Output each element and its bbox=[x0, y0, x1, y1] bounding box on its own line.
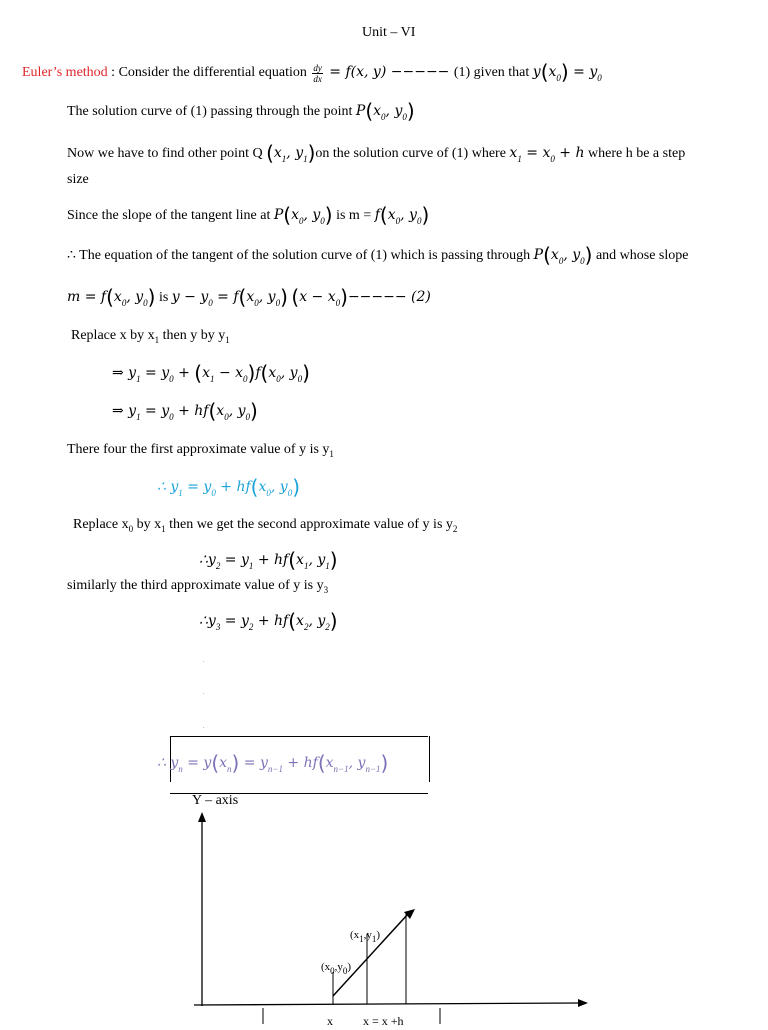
x1-tick-label: x = x +h bbox=[363, 1014, 404, 1028]
third-approx-line: similarly the third approximate value of y is $y_3$ bbox=[67, 578, 329, 595]
equation-number: (1) given that bbox=[453, 65, 533, 80]
general-formula: ∴ $y_n = y(x_n) = y_{n-1} + hf(x_{n-1}$, $y_{n-1}$) bbox=[157, 751, 389, 775]
method-name: Euler’s method bbox=[22, 65, 108, 80]
replace-line-2: Replace $x_0$ by $x_1$ then we get the second approximate value of y is $y_2$ bbox=[73, 517, 458, 534]
first-approx-formula: ∴ $y_1 = y_0 + hf(x_0$, $y_0$) bbox=[157, 475, 301, 499]
intro-colon: : bbox=[107, 65, 119, 80]
x0-tick-label: x bbox=[327, 1014, 333, 1028]
continuation-dot: . bbox=[203, 658, 205, 664]
continuation-dot: . bbox=[203, 724, 205, 730]
tangent-equation-line: ∴ The equation of the tangent of the solution curve of (1) which is passing through $P(x_0$, $y_0$) and whose slope bbox=[67, 243, 689, 267]
y-axis-label: Y – axis bbox=[192, 793, 239, 808]
point1-label: $(x_1,y_1)$ bbox=[350, 929, 381, 944]
equation-rhs: = f(x, y) −−−−− bbox=[324, 64, 454, 80]
derivation-step-2: ⇒ $y_1 = y_0 + hf(x_0$, $y_0$) bbox=[112, 399, 258, 423]
dy-dx-fraction: $\frac{dy}{dx}$ bbox=[313, 63, 322, 84]
continuation-dot: . bbox=[203, 690, 205, 696]
solution-curve-line: The solution curve of (1) passing through the point $P(x_0$, $y_0$) bbox=[67, 99, 415, 123]
first-approx-line: There four the first approximate value of y is $y_1$ bbox=[67, 442, 334, 459]
y-axis-arrowhead bbox=[198, 812, 206, 822]
point0-label: $(x_0,y_0)$ bbox=[321, 961, 352, 976]
x-axis-arrowhead bbox=[578, 999, 588, 1007]
replace-line-1: Replace x by $x_1$ then y by $y_1$ bbox=[71, 328, 230, 345]
x-axis bbox=[194, 1003, 580, 1005]
derivation-step-1: ⇒ $y_1 = y_0 + (x_1 - x_0)f(x_0$, $y_0$) bbox=[112, 361, 310, 385]
slope-line: Since the slope of the tangent line at $P(x_0$, $y_0$) is $m = f(x_0$, $y_0$) bbox=[67, 203, 430, 227]
intro-line: Euler’s method : Consider the differential equation $\frac{dy}{dx}$ = f(x, y) −−−−− (1) given that $y(x_0) = y_0$ bbox=[22, 60, 602, 84]
find-point-line: Now we have to find other point Q ($x_1$, $y_1)on$ the solution curve of (1) where $x_1 = x_0 + h$ where h be a step bbox=[67, 141, 686, 165]
unit-title: Unit – VI bbox=[362, 25, 416, 40]
second-approx-formula: $\therefore y_2 = y_1 + hf(x_1$, $y_1$) bbox=[199, 548, 338, 572]
intro-consider: Consider the differential equation bbox=[118, 65, 311, 80]
third-approx-formula: $\therefore y_3 = y_2 + hf(x_2$, $y_2$) bbox=[199, 609, 338, 633]
find-point-line-wrap: size bbox=[67, 172, 89, 187]
tangent-formula: $m = f(x_0$, $y_0$) is $y - y_0 = f(x_0$, $y_0$) $(x - x_0)----- (2)$ bbox=[67, 285, 431, 309]
